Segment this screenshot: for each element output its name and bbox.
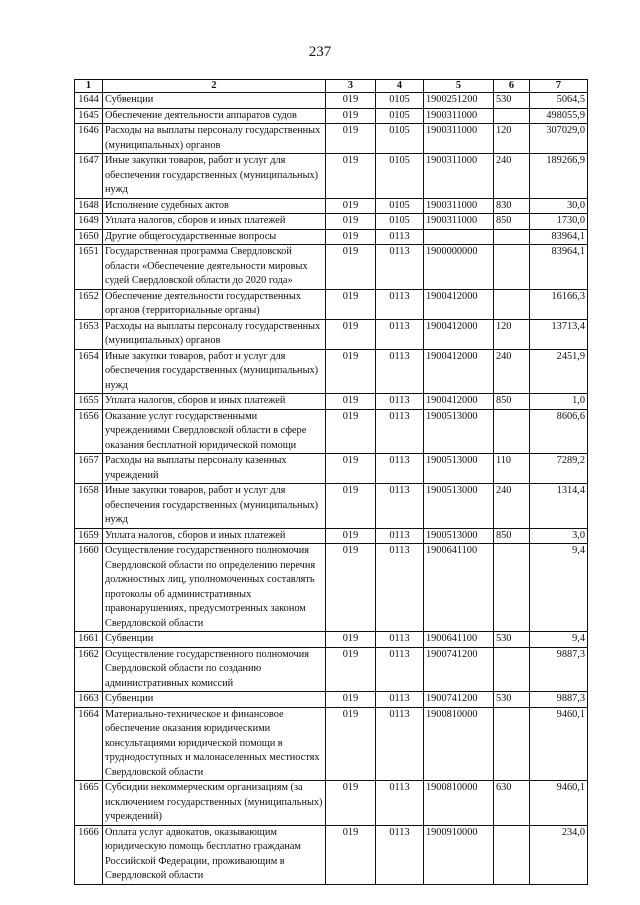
row-code-6	[494, 825, 530, 884]
header-col-7: 7	[530, 80, 588, 93]
table-row	[75, 198, 588, 214]
row-amount: 9460,1	[530, 781, 588, 826]
header-col-5: 5	[424, 80, 494, 93]
row-amount: 3,0	[530, 528, 588, 544]
row-name: Иные закупки товаров, работ и услуг для обеспечения государственных (муниципальных) нужд	[103, 154, 326, 199]
row-code-4: 0105	[376, 108, 424, 124]
row-amount: 307029,0	[530, 124, 588, 154]
row-code-5: 1900641100	[424, 632, 494, 648]
table-row	[75, 409, 588, 454]
row-code-5: 1900810000	[424, 781, 494, 826]
row-amount: 30,0	[530, 198, 588, 214]
row-code-5: 1900311000	[424, 124, 494, 154]
row-amount: 9,4	[530, 632, 588, 648]
row-code-6	[494, 289, 530, 319]
row-name: Обеспечение деятельности государственных органов (территориальные органы)	[103, 289, 326, 319]
row-code-6: 530	[494, 632, 530, 648]
table-row	[75, 349, 588, 394]
table-row	[75, 394, 588, 410]
row-amount: 498055,9	[530, 108, 588, 124]
row-number: 1651	[75, 245, 103, 290]
row-code-4: 0113	[376, 528, 424, 544]
row-code-5: 1900513000	[424, 528, 494, 544]
table-row	[75, 544, 588, 632]
row-amount: 189266,9	[530, 154, 588, 199]
row-amount: 1,0	[530, 394, 588, 410]
row-code-3: 019	[326, 454, 376, 484]
row-amount: 9,4	[530, 544, 588, 632]
row-name: Иные закупки товаров, работ и услуг для обеспечения государственных (муниципальных) нужд	[103, 484, 326, 529]
row-name: Субвенции	[103, 93, 326, 109]
row-name: Субвенции	[103, 692, 326, 708]
row-code-5: 1900311000	[424, 108, 494, 124]
row-amount: 9887,3	[530, 692, 588, 708]
row-amount: 7289,2	[530, 454, 588, 484]
row-code-4: 0113	[376, 707, 424, 781]
row-amount: 16166,3	[530, 289, 588, 319]
row-code-6: 850	[494, 528, 530, 544]
row-code-5: 1900910000	[424, 825, 494, 884]
row-code-3: 019	[326, 647, 376, 692]
row-code-5: 1900000000	[424, 245, 494, 290]
row-name: Иные закупки товаров, работ и услуг для обеспечения государственных (муниципальных) нужд	[103, 349, 326, 394]
row-number: 1657	[75, 454, 103, 484]
row-code-3: 019	[326, 707, 376, 781]
row-code-6	[494, 409, 530, 454]
row-code-4: 0113	[376, 245, 424, 290]
row-amount: 8606,6	[530, 409, 588, 454]
table-row	[75, 825, 588, 884]
row-code-5: 1900412000	[424, 394, 494, 410]
row-code-4: 0113	[376, 781, 424, 826]
row-number: 1650	[75, 229, 103, 245]
row-code-4: 0113	[376, 647, 424, 692]
row-name: Расходы на выплаты персоналу государственных (муниципальных) органов	[103, 319, 326, 349]
row-amount: 83964,1	[530, 245, 588, 290]
row-number: 1653	[75, 319, 103, 349]
budget-table	[74, 79, 588, 885]
row-code-4: 0113	[376, 692, 424, 708]
row-code-6	[494, 245, 530, 290]
table-row	[75, 245, 588, 290]
row-amount: 13713,4	[530, 319, 588, 349]
header-col-3: 3	[326, 80, 376, 93]
row-number: 1656	[75, 409, 103, 454]
row-number: 1644	[75, 93, 103, 109]
row-code-6: 850	[494, 214, 530, 230]
row-code-4: 0105	[376, 93, 424, 109]
table-row	[75, 229, 588, 245]
row-name: Расходы на выплаты персоналу государственных (муниципальных) органов	[103, 124, 326, 154]
table-row	[75, 319, 588, 349]
row-number: 1665	[75, 781, 103, 826]
row-name: Субвенции	[103, 632, 326, 648]
row-code-6	[494, 108, 530, 124]
table-row	[75, 108, 588, 124]
row-code-5: 1900311000	[424, 198, 494, 214]
row-code-5: 1900412000	[424, 289, 494, 319]
row-code-5: 1900741200	[424, 647, 494, 692]
row-number: 1659	[75, 528, 103, 544]
row-code-3: 019	[326, 484, 376, 529]
row-code-3: 019	[326, 198, 376, 214]
table-row	[75, 289, 588, 319]
table-row	[75, 154, 588, 199]
table-row	[75, 647, 588, 692]
row-number: 1661	[75, 632, 103, 648]
row-number: 1652	[75, 289, 103, 319]
table-row	[75, 484, 588, 529]
row-code-3: 019	[326, 825, 376, 884]
row-number: 1663	[75, 692, 103, 708]
row-code-6	[494, 707, 530, 781]
row-code-3: 019	[326, 319, 376, 349]
row-code-3: 019	[326, 632, 376, 648]
row-name: Уплата налогов, сборов и иных платежей	[103, 394, 326, 410]
row-number: 1660	[75, 544, 103, 632]
row-code-3: 019	[326, 409, 376, 454]
row-number: 1658	[75, 484, 103, 529]
row-code-4: 0113	[376, 544, 424, 632]
table-row	[75, 93, 588, 109]
row-number: 1646	[75, 124, 103, 154]
row-code-3: 019	[326, 289, 376, 319]
row-code-6	[494, 647, 530, 692]
table-row	[75, 707, 588, 781]
header-col-4: 4	[376, 80, 424, 93]
row-code-3: 019	[326, 544, 376, 632]
row-name: Субсидии некоммерческим организациям (за исключением государственных (муниципальных) учреждений)	[103, 781, 326, 826]
row-code-3: 019	[326, 93, 376, 109]
row-name: Государственная программа Свердловской области «Обеспечение деятельности мировых судей Свердловской области до 2020 года»	[103, 245, 326, 290]
row-number: 1647	[75, 154, 103, 199]
row-name: Обеспечение деятельности аппаратов судов	[103, 108, 326, 124]
row-code-3: 019	[326, 108, 376, 124]
row-number: 1662	[75, 647, 103, 692]
row-code-4: 0113	[376, 289, 424, 319]
row-code-6: 850	[494, 394, 530, 410]
row-name: Уплата налогов, сборов и иных платежей	[103, 528, 326, 544]
row-code-4: 0113	[376, 632, 424, 648]
row-number: 1666	[75, 825, 103, 884]
table-row	[75, 781, 588, 826]
row-code-6: 530	[494, 692, 530, 708]
row-code-5: 1900412000	[424, 349, 494, 394]
row-code-5: 1900311000	[424, 214, 494, 230]
table-row	[75, 692, 588, 708]
row-code-6: 630	[494, 781, 530, 826]
row-number: 1649	[75, 214, 103, 230]
header-col-6: 6	[494, 80, 530, 93]
row-code-3: 019	[326, 781, 376, 826]
row-code-4: 0113	[376, 394, 424, 410]
row-number: 1655	[75, 394, 103, 410]
row-name: Уплата налогов, сборов и иных платежей	[103, 214, 326, 230]
row-code-6: 240	[494, 484, 530, 529]
table-row	[75, 632, 588, 648]
row-code-5: 1900412000	[424, 319, 494, 349]
row-code-5: 1900251200	[424, 93, 494, 109]
row-code-6	[494, 544, 530, 632]
row-code-3: 019	[326, 214, 376, 230]
table-row	[75, 124, 588, 154]
row-code-3: 019	[326, 349, 376, 394]
row-code-3: 019	[326, 394, 376, 410]
row-amount: 1314,4	[530, 484, 588, 529]
header-col-2: 2	[103, 80, 326, 93]
row-code-4: 0113	[376, 484, 424, 529]
table-row	[75, 454, 588, 484]
row-code-5: 1900311000	[424, 154, 494, 199]
row-code-4: 0113	[376, 825, 424, 884]
row-code-3: 019	[326, 245, 376, 290]
row-amount: 9887,3	[530, 647, 588, 692]
row-number: 1664	[75, 707, 103, 781]
row-name: Исполнение судебных актов	[103, 198, 326, 214]
row-code-3: 019	[326, 124, 376, 154]
row-code-6: 120	[494, 319, 530, 349]
row-code-4: 0105	[376, 198, 424, 214]
row-code-4: 0105	[376, 154, 424, 199]
page-number: 237	[308, 44, 332, 60]
row-code-3: 019	[326, 528, 376, 544]
row-name: Осуществление государственного полномочия Свердловской области по определению перечня должностных лиц, уполномоченных составлять протоколы об административных правонарушениях, предусмотренных законом Свердловской области	[103, 544, 326, 632]
row-code-5: 1900513000	[424, 484, 494, 529]
row-name: Другие общегосударственные вопросы	[103, 229, 326, 245]
row-code-5: 1900513000	[424, 454, 494, 484]
row-code-5: 1900641100	[424, 544, 494, 632]
row-code-5	[424, 229, 494, 245]
row-code-6: 110	[494, 454, 530, 484]
row-code-4: 0113	[376, 319, 424, 349]
row-code-4: 0113	[376, 409, 424, 454]
row-code-3: 019	[326, 229, 376, 245]
table-row	[75, 528, 588, 544]
row-name: Осуществление государственного полномочия Свердловской области по созданию административных комиссий	[103, 647, 326, 692]
row-code-4: 0105	[376, 214, 424, 230]
row-amount: 2451,9	[530, 349, 588, 394]
row-code-4: 0113	[376, 229, 424, 245]
table-body	[75, 93, 588, 885]
header-col-1: 1	[75, 80, 103, 93]
row-amount: 5064,5	[530, 93, 588, 109]
row-code-6: 240	[494, 154, 530, 199]
row-amount: 9460,1	[530, 707, 588, 781]
row-name: Оказание услуг государственными учреждениями Свердловской области в сфере оказания бесплатной юридической помощи	[103, 409, 326, 454]
row-code-3: 019	[326, 154, 376, 199]
row-code-6	[494, 229, 530, 245]
row-name: Оплата услуг адвокатов, оказывающим юридическую помощь бесплатно гражданам Российской Федерации, проживающим в Свердловской области	[103, 825, 326, 884]
row-name: Материально-техническое и финансовое обеспечение оказания юридическими консультациями юридической помощи в труднодоступных и малонаселенных местностях Свердловской области	[103, 707, 326, 781]
row-code-4: 0113	[376, 349, 424, 394]
row-amount: 83964,1	[530, 229, 588, 245]
row-code-4: 0105	[376, 124, 424, 154]
row-number: 1645	[75, 108, 103, 124]
row-amount: 234,0	[530, 825, 588, 884]
row-name: Расходы на выплаты персоналу казенных учреждений	[103, 454, 326, 484]
row-code-5: 1900741200	[424, 692, 494, 708]
row-code-6: 530	[494, 93, 530, 109]
row-code-6: 120	[494, 124, 530, 154]
row-number: 1648	[75, 198, 103, 214]
row-code-5: 1900810000	[424, 707, 494, 781]
row-number: 1654	[75, 349, 103, 394]
row-code-6: 830	[494, 198, 530, 214]
row-code-6: 240	[494, 349, 530, 394]
table-header-row	[75, 80, 588, 93]
row-amount: 1730,0	[530, 214, 588, 230]
table-row	[75, 214, 588, 230]
row-code-5: 1900513000	[424, 409, 494, 454]
row-code-4: 0113	[376, 454, 424, 484]
row-code-3: 019	[326, 692, 376, 708]
